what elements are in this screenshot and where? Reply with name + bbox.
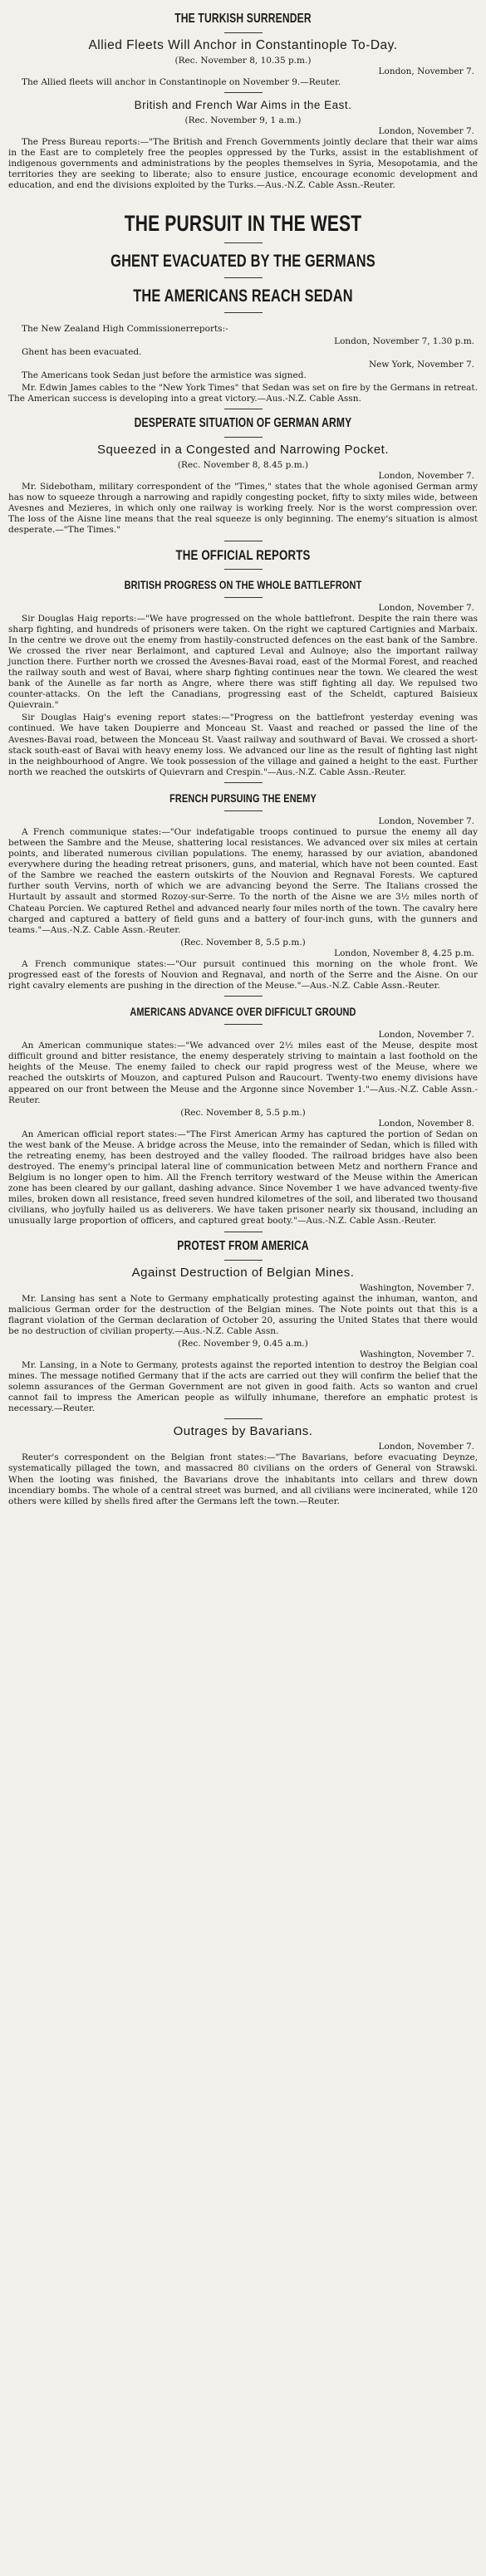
newspaper-column bbox=[8, 10, 478, 1507]
heading-americans-advance: AMERICANS ADVANCE OVER DIFFICULT GROUND bbox=[130, 1005, 356, 1019]
dateline: London, November 7. bbox=[378, 66, 474, 76]
heading-war-aims: British and French War Aims in the East. bbox=[134, 99, 352, 112]
article-paragraph: An American communique states:—"We advanced over 2½ miles east of the Meuse, despite most difficult ground and bitter resistance, the enemy desperately striving to maintain a last foothold on the heights of the Meuse. The enemy failed to check our rapid progress west of the Meuse, where we reached the outskirts of Mouzon, and captured Pulson and Raucourt. Twenty-two enemy divisions have appeared on our front between the Meuse and the Argonne since November 1."—Aus.-N.Z. Cable Assn.-Reuter. bbox=[8, 1041, 478, 1105]
dateline: London, November 7. bbox=[378, 1030, 474, 1041]
article-paragraph: Sir Douglas Haig's evening report states:—"Progress on the battlefront yesterday evening was continued. We have taken Doupierre and Monceau St. Vaast and reached or passed the line of the Avesnes-Bavai road, between the Monceau St. Vaast railway and southward of Bavai. We crossed a short-stack south-east of Bavai with heavy enemy loss. We advanced our line as the result of fighting last night in the neighbourhood of Angre. We took possession of the village and gained a height to the east. Further north we reached the outskirts of Quievrarn and Crespin."—Aus.-N.Z. Cable Assn.-Reuter. bbox=[8, 713, 478, 777]
divider bbox=[224, 277, 263, 278]
subheading-squeezed: Squeezed in a Congested and Narrowing Pocket. bbox=[96, 443, 390, 458]
subheading-sedan: THE AMERICANS REACH SEDAN bbox=[133, 286, 353, 306]
divider bbox=[224, 437, 263, 438]
received-line: (Rec. November 8, 5.5 p.m.) bbox=[180, 937, 306, 948]
dateline: London, November 7, 1.30 p.m. bbox=[334, 335, 474, 346]
dateline: London, November 7. bbox=[378, 815, 474, 826]
subheading-british-progress: BRITISH PROGRESS ON THE WHOLE BATTLEFRONT bbox=[124, 577, 362, 591]
divider bbox=[224, 92, 263, 93]
article-paragraph: Sir Douglas Haig reports:—"We have progressed on the whole battlefront. Despite the rain there was sharp fighting, and hundreds of prisoners were taken. On the right we captured Cartignies and Marbaix. In the centre we drove out the enemy from hastily-constructed defences on the east bank of the Sambre. We crossed the river near Berlaimont, and captured Leval and Aulnoye; also the important railway junction there. Further north we crossed the Avesnes-Bavai road, east of the Mormal Forest, and reached the railway south and west of Bavai, where sharp fighting continues near the town. We cleared the west bank of the Aunelle as far north as Angre, where there was stiff fighting all day. We repulsed two counter-attacks. On the left the Canadians, progressing east of the Scheldt, captured Baisieux Quievrain." bbox=[8, 613, 478, 711]
dateline: London, November 8, 4.25 p.m. bbox=[334, 948, 474, 958]
received-line: (Rec. November 8, 5.5 p.m.) bbox=[180, 1107, 306, 1118]
divider bbox=[224, 1418, 263, 1419]
divider bbox=[224, 569, 263, 570]
article-paragraph: The Allied fleets will anchor in Constantinople on November 9.—Reuter. bbox=[22, 77, 341, 87]
received-line: (Rec. November 9, 1 a.m.) bbox=[184, 115, 302, 126]
heading-turkish-surrender: THE TURKISH SURRENDER bbox=[174, 12, 312, 26]
divider bbox=[224, 1260, 263, 1261]
article-paragraph: An American official report states:—"The First American Army has captured the portion of Sedan on the west bank of the Meuse. A bridge across the Meuse, into the remainder of Sedan, which is filled with the retreating enemy, has been destroyed and the valley flooded. The railroad bridges have also been destroyed. The enemy's principal lateral line of communication between Metz and northern France and Belgium is no longer open to him. All the French territory westward of the Meuse within the American zone has been cleared by our gallant, dashing advance. Since November 1 we have advanced twenty-five miles, broken down all resistance, freed seven hundred kilometres of the soil, and liberated two thousand civilians, who joyfully hailed us as deliverers. We have taken prisoner nearly six thousand, including an unusually large proportion of officers, and captured great booty."—Aus.-N.Z. Cable Assn.-Reuter. bbox=[8, 1129, 478, 1227]
article-paragraph: The Americans took Sedan just before the armistice was signed. bbox=[22, 370, 307, 380]
dateline: London, November 7. bbox=[378, 126, 474, 137]
divider bbox=[224, 996, 263, 997]
subheading-belgian-mines: Against Destruction of Belgian Mines. bbox=[131, 1265, 355, 1280]
divider bbox=[224, 782, 263, 783]
article-paragraph: Ghent has been evacuated. bbox=[22, 346, 142, 357]
received-line: (Rec. November 8, 10.35 p.m.) bbox=[174, 56, 312, 66]
heading-desperate-situation: DESPERATE SITUATION OF GERMAN ARMY bbox=[134, 416, 352, 431]
dateline: Washington, November 7. bbox=[359, 1349, 474, 1359]
subheading-ghent: GHENT EVACUATED BY THE GERMANS bbox=[110, 251, 376, 271]
received-line: (Rec. November 8, 8.45 p.m.) bbox=[177, 460, 309, 471]
divider bbox=[224, 242, 263, 243]
dateline: London, November 8. bbox=[378, 1118, 474, 1129]
dateline: London, November 7. bbox=[378, 602, 474, 613]
divider bbox=[224, 597, 263, 598]
article-paragraph: Reuter's correspondent on the Belgian front states:—"The Bavarians, before evacuating Deynze, systematically pillaged the town, and massacred 80 civilians on the orders of General von Strawski. When the looting was finished, the Bavarians drove the inhabitants into cellars and threw down incendiary bombs. The whole of a central street was burned, and all civilians were incinerated, while 120 others were killed by shells fired after the Germans left the town.—Reuter. bbox=[8, 1452, 478, 1506]
heading-pursuit-west: THE PURSUIT IN THE WEST bbox=[124, 210, 362, 236]
dateline: London, November 7. bbox=[378, 1442, 474, 1452]
heading-official-reports: THE OFFICIAL REPORTS bbox=[175, 546, 311, 563]
heading-outrages-bavarians: Outrages by Bavarians. bbox=[173, 1424, 313, 1439]
article-paragraph: Mr. Lansing, in a Note to Germany, protests against the reported intention to destroy the Belgian coal mines. The message notified Germany that if the acts are carried out they will confirm the belief that the solemn assurances of the German Government are not given in good faith. Acts so wanton and cruel cannot fail to impress the American people as wilfully inhumane, therefore an emphatic protest is necessary.—Reuter. bbox=[8, 1359, 478, 1414]
dateline: New York, November 7. bbox=[368, 359, 474, 370]
article-paragraph: Mr. Edwin James cables to the "New York Times" that Sedan was set on fire by the Germans in retreat. The American success is developing into a great victory.—Aus.-N.Z. Cable Assn. bbox=[8, 382, 478, 404]
divider bbox=[224, 32, 263, 33]
received-line: (Rec. November 9, 0.45 a.m.) bbox=[178, 1338, 308, 1349]
article-paragraph: A French communique states:—"Our indefatigable troops continued to pursue the enemy all day between the Sambre and the Meuse, shattering local resistances. We advanced over six miles at certain points, and liberated numerous civilian populations. The enemy, harassed by our aviation, abandoned everywhere during the heading retreat prisoners, guns, and material, which have not been counted. East of the Sambre we reached the eastern outskirts of the Nouvion and Regnaval Forests. We captured further south Vervins, north of which we are advancing beyond the Serre. The Italians crossed the Hurtault by assault and stormed Rozoy-sur-Serre. To the north of the Aisne we are 3½ miles north of Chateau Porcien. We captured Rethel and advanced nearly four miles north of the town. The cavalry here charged and captured a battery of field guns and a battery of four-inch guns, with the gunners and teams."—Aus.-N.Z. Cable Assn.-Reuter. bbox=[8, 826, 478, 935]
article-paragraph: The Press Bureau reports:—"The British and French Governments jointly declare that their war aims in the East are to completely free the peoples oppressed by the Turks, assist in the establishment of indigenous governments and administrations by the peoples themselves in Syria, Mesopotamia, and the territories they are seeking to liberate; also to ensure justice, encourage economic development and education, and end the divisions exploited by the Turks.—Aus.-N.Z. Cable Assn.-Reuter. bbox=[8, 137, 478, 191]
article-paragraph: The New Zealand High Commissionerreports:- bbox=[22, 323, 228, 334]
divider bbox=[224, 312, 263, 313]
article-paragraph: Mr. Sidebotham, military correspondent of the "Times," states that the whole agonised German army has now to squeeze through a narrowing and rapidly congesting pocket, fifty to sixty miles wide, between Avesnes and Mezieres, in which only one railway is working freely. Nor is the worst compression over. The loss of the Aisne line means that the real squeeze is only beginning. The enemy's situation is almost desperate.—"The Times." bbox=[8, 482, 478, 536]
article-paragraph: A French communique states:—"Our pursuit continued this morning on the whole front. We progressed east of the forests of Nouvion and Regnaval, and north of the Serre and the Aisne. On our right cavalry elements are pushing in the direction of the Meuse."—Aus.-N.Z. Cable Assn.-Reuter. bbox=[8, 958, 478, 992]
dateline: Washington, November 7. bbox=[359, 1282, 474, 1293]
heading-french-pursuing: FRENCH PURSUING THE ENEMY bbox=[169, 791, 317, 805]
heading-protest-america: PROTEST FROM AMERICA bbox=[177, 1238, 309, 1253]
divider bbox=[224, 1024, 263, 1025]
article-paragraph: Mr. Lansing has sent a Note to Germany emphatically protesting against the inhuman, wanton, and malicious German order for the destruction of the Belgian mines. The Note points out that this is a flagrant violation of the German declaration of October 20, assuring the United States that there would be no destruction of civilian property.—Aus.-N.Z. Cable Assn. bbox=[8, 1293, 478, 1336]
subheading-allied-fleets: Allied Fleets Will Anchor in Constantinople To-Day. bbox=[88, 38, 398, 52]
dateline: London, November 7. bbox=[378, 471, 474, 482]
